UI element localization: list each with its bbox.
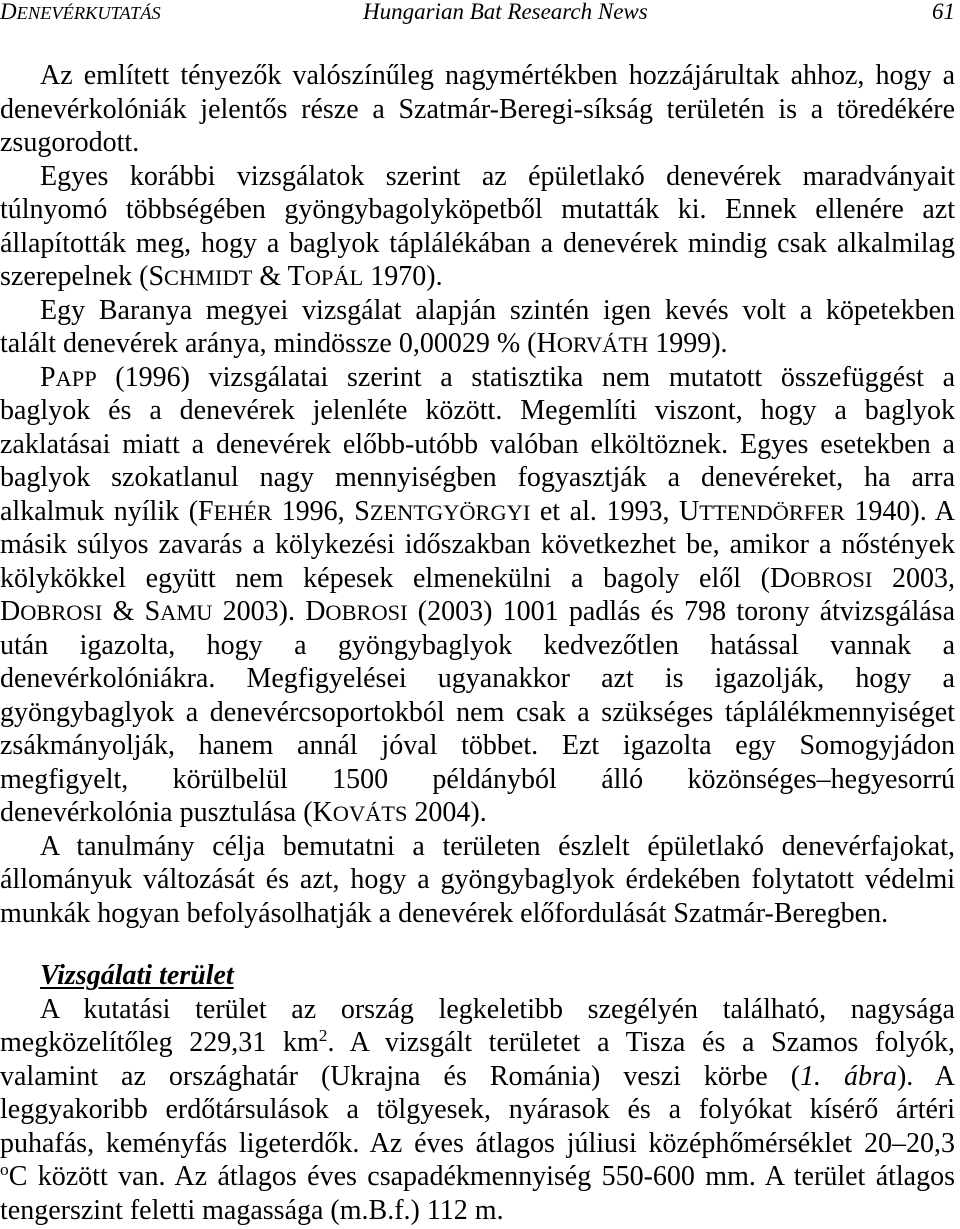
- body-text: [0, 59, 955, 930]
- superscript: o: [0, 1160, 9, 1179]
- text-line: kölykökkel együtt nem képesek elmenekülni a bagoly elől (DOBROSI 2003,: [0, 562, 955, 594]
- text-line: szerepelnek (SCHMIDT & TOPÁL 1970).: [0, 261, 443, 292]
- small-caps-run: OBROSI: [325, 600, 408, 625]
- figure-reference: 1. ábra: [800, 1060, 897, 1092]
- running-head-section: DENEVÉRKUTATÁS: [0, 0, 161, 24]
- small-caps-run: APP: [55, 365, 97, 391]
- paragraph: [0, 993, 955, 1228]
- text-line: PAPP (1996) vizsgálatai szerint a statisztika nem mutatott összefüggést a: [40, 361, 955, 393]
- small-caps-run: AMU: [160, 600, 213, 625]
- text-line: túlnyomó többségében gyöngybagolyköpetből mutatták ki. Ennek ellenére azt: [0, 194, 955, 225]
- text-line: [0, 1060, 955, 1094]
- text-line: Az említett tényezők valószínűleg nagymértékben hozzájárultak ahhoz, hogy a: [40, 60, 955, 91]
- text-line: munkák hogyan befolyásolhatják a denevérek előfordulását Szatmár-Beregben.: [0, 897, 889, 929]
- text-line: megfigyelt, körülbelül 1500 példányból álló közönséges–hegyesorrú: [0, 763, 955, 795]
- small-caps-run: ENEVÉRKUTATÁS: [16, 3, 161, 23]
- superscript: 2: [318, 1026, 328, 1045]
- text-segment: valamint az országhatár (Ukrajna és Románia) veszi körbe (: [0, 1060, 801, 1092]
- text-line: DOBROSI & SAMU 2003). DOBROSI (2003) 1001 padlás és 798 torony átvizsgálása: [0, 596, 955, 627]
- small-caps-run: ORVÁTH: [556, 332, 649, 357]
- paragraph: [0, 830, 955, 931]
- text-line: A tanulmány célja bemutatni a területen észlelt épületlakó denevérfajokat,: [40, 830, 955, 862]
- text-line: gyöngybaglyok a denevércsoportokból nem csak a szükséges táplálékmennyiséget: [0, 696, 955, 728]
- text-line: állományuk változását és azt, hogy a gyöngybaglyok érdekében folytatott védelmi: [0, 864, 955, 895]
- text-line: A kutatási terület az ország legkeletibb szegélyén található, nagysága: [40, 993, 955, 1025]
- text-line: után igazolta, hogy a gyöngybaglyok kedvezőtlen hatással vannak a: [0, 629, 955, 661]
- text-line: denevérkolóniákra. Megfigyelései ugyanakkor azt is igazolják, hogy a: [0, 663, 955, 694]
- text-segment: . A vizsgált területet a Tisza és a Szamos folyók,: [327, 1027, 955, 1058]
- small-caps-run: EHÉR: [213, 499, 273, 525]
- small-caps-run: OPÁL: [304, 265, 364, 290]
- text-line: [0, 1026, 955, 1060]
- section-heading: Vizsgálati terület: [40, 960, 234, 991]
- study-area-section: [0, 959, 955, 1227]
- small-caps-run: OBROSI: [790, 566, 873, 592]
- section-heading-line: [0, 959, 955, 993]
- text-line: zsugorodott.: [0, 127, 140, 158]
- text-line: állapították meg, hogy a baglyok táplálékában a denevérek mindig csak alkalmilag: [0, 227, 955, 259]
- text-line: talált denevérek aránya, mindössze 0,00029 % (HORVÁTH 1999).: [0, 328, 728, 359]
- text-line: [0, 1160, 955, 1194]
- text-line: leggyakoribb erdőtársulások a tölgyesek, nyárasok és a folyókat kísérő ártéri: [0, 1094, 955, 1125]
- text-line: denevérkolóniák jelentős része a Szatmár-Beregi-síkság területén is a töredékére: [0, 93, 955, 125]
- text-line: baglyok és a denevérek jelenléte között. Megemlíti viszont, hogy a baglyok: [0, 395, 955, 426]
- text-segment: C között van. Az átlagos éves csapadékmennyiség 550-600 mm. A terület átlagos: [8, 1161, 955, 1192]
- text-line: denevérkolónia pusztulása (KOVÁTS 2004).: [0, 797, 487, 828]
- text-line: baglyok szokatlanul nagy mennyiségben fogyasztják a denevéreket, ha arra: [0, 462, 955, 493]
- small-caps-run: CHMIDT: [164, 265, 253, 290]
- small-caps-run: TTENDÖRFER: [699, 499, 845, 525]
- text-segment: ). A: [896, 1060, 955, 1092]
- text-line: zsákmányolják, hanem annál jóval többet. Ezt igazolta egy Somogyjádon: [0, 730, 955, 761]
- text-line: alkalmuk nyílik (FEHÉR 1996, SZENTGYÖRGYI et al. 1993, UTTENDÖRFER 1940). A: [0, 495, 955, 527]
- page-number: 61: [932, 0, 955, 24]
- running-head-journal-title: Hungarian Bat Research News: [363, 0, 648, 24]
- paragraph: [0, 160, 955, 294]
- paragraph: [0, 59, 955, 160]
- text-line: tengerszint feletti magassága (m.B.f.) 112 m.: [0, 1194, 504, 1226]
- text-line: Egyes korábbi vizsgálatok szerint az épületlakó denevérek maradványait: [40, 160, 955, 192]
- small-caps-run: OBROSI: [20, 600, 103, 625]
- paragraph: [0, 294, 955, 361]
- text-segment: megközelítőleg 229,31 km: [0, 1027, 319, 1058]
- text-line: Egy Baranya megyei vizsgálat alapján szintén igen kevés volt a köpetekben: [40, 294, 955, 326]
- text-line: puhafás, keményfás ligeterdők. Az éves átlagos júliusi középhőmérséklet 20–20,3: [0, 1127, 955, 1159]
- text-line: másik súlyos zavarás a kölykezési időszakban következhet be, amikor a nőstények: [0, 529, 955, 560]
- text-line: zaklatásai miatt a denevérek előbb-utóbb valóban elköltöznek. Egyes esetekben a: [0, 428, 955, 460]
- small-caps-run: OVÁTS: [332, 801, 408, 826]
- paragraph: [0, 361, 955, 830]
- small-caps-run: ZENTGYÖRGYI: [369, 499, 531, 525]
